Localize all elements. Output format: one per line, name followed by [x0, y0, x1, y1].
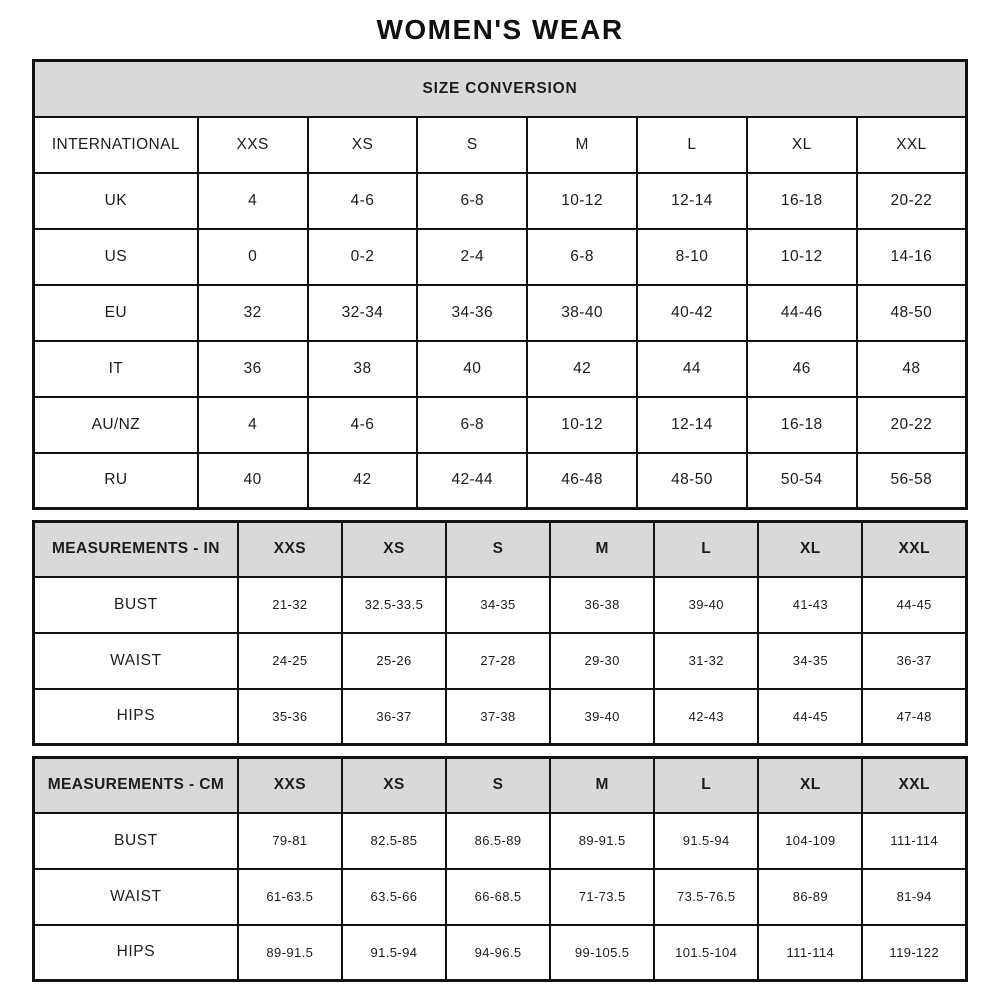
- value-cell: 46-48: [527, 453, 637, 509]
- value-cell: 89-91.5: [550, 813, 654, 869]
- value-cell: 94-96.5: [446, 925, 550, 981]
- value-cell: 6-8: [417, 173, 527, 229]
- row-label: AU/NZ: [34, 397, 198, 453]
- measurements-in-table: [32, 520, 968, 746]
- value-cell: 36-38: [550, 577, 654, 633]
- value-cell: 38-40: [527, 285, 637, 341]
- value-cell: 91.5-94: [342, 925, 446, 981]
- measurements-cm-header-row: [34, 758, 967, 813]
- size-column-header: XL: [758, 758, 862, 813]
- value-cell: 99-105.5: [550, 925, 654, 981]
- value-cell: 27-28: [446, 633, 550, 689]
- value-cell: 16-18: [747, 173, 857, 229]
- value-cell: 12-14: [637, 173, 747, 229]
- value-cell: 38: [308, 341, 418, 397]
- row-label: EU: [34, 285, 198, 341]
- value-cell: 86.5-89: [446, 813, 550, 869]
- value-cell: 61-63.5: [238, 869, 342, 925]
- value-cell: 34-35: [758, 633, 862, 689]
- value-cell: 34-36: [417, 285, 527, 341]
- value-cell: 4: [198, 173, 308, 229]
- table-title: MEASUREMENTS - IN: [34, 522, 238, 577]
- value-cell: 42-43: [654, 689, 758, 745]
- measurements-in-header-row: [34, 522, 967, 577]
- size-column-header: S: [446, 522, 550, 577]
- table-row: [34, 577, 967, 633]
- value-cell: 37-38: [446, 689, 550, 745]
- value-cell: XXS: [198, 117, 308, 173]
- value-cell: 39-40: [654, 577, 758, 633]
- value-cell: 71-73.5: [550, 869, 654, 925]
- value-cell: 32-34: [308, 285, 418, 341]
- value-cell: 42: [527, 341, 637, 397]
- value-cell: 6-8: [417, 397, 527, 453]
- table-row: [34, 285, 967, 341]
- value-cell: 44-45: [862, 577, 966, 633]
- value-cell: 36-37: [862, 633, 966, 689]
- table-row: [34, 689, 967, 745]
- size-column-header: XXS: [238, 522, 342, 577]
- value-cell: 47-48: [862, 689, 966, 745]
- value-cell: 29-30: [550, 633, 654, 689]
- size-column-header: XS: [342, 758, 446, 813]
- value-cell: 25-26: [342, 633, 446, 689]
- value-cell: S: [417, 117, 527, 173]
- size-column-header: S: [446, 758, 550, 813]
- value-cell: 21-32: [238, 577, 342, 633]
- table-row: [34, 173, 967, 229]
- value-cell: 79-81: [238, 813, 342, 869]
- size-column-header: XXS: [238, 758, 342, 813]
- table-row: [34, 925, 967, 981]
- size-column-header: XXL: [862, 758, 966, 813]
- row-label: WAIST: [34, 869, 238, 925]
- size-conversion-table: [32, 59, 968, 510]
- value-cell: 35-36: [238, 689, 342, 745]
- value-cell: 14-16: [857, 229, 967, 285]
- value-cell: 20-22: [857, 397, 967, 453]
- value-cell: XL: [747, 117, 857, 173]
- value-cell: 10-12: [527, 397, 637, 453]
- table-banner-row: [34, 61, 967, 117]
- value-cell: 31-32: [654, 633, 758, 689]
- table-title: MEASUREMENTS - CM: [34, 758, 238, 813]
- value-cell: 8-10: [637, 229, 747, 285]
- value-cell: 119-122: [862, 925, 966, 981]
- value-cell: 24-25: [238, 633, 342, 689]
- value-cell: 42-44: [417, 453, 527, 509]
- size-column-header: L: [654, 522, 758, 577]
- page-title: WOMEN'S WEAR: [376, 14, 624, 45]
- table-row: [34, 633, 967, 689]
- value-cell: 46: [747, 341, 857, 397]
- row-label: UK: [34, 173, 198, 229]
- value-cell: 12-14: [637, 397, 747, 453]
- row-label: US: [34, 229, 198, 285]
- size-column-header: M: [550, 522, 654, 577]
- table-row: [34, 341, 967, 397]
- value-cell: 48: [857, 341, 967, 397]
- value-cell: 104-109: [758, 813, 862, 869]
- table-row: [34, 397, 967, 453]
- table-row: [34, 813, 967, 869]
- table-row: [34, 869, 967, 925]
- table-row: [34, 229, 967, 285]
- value-cell: 111-114: [758, 925, 862, 981]
- table-row: [34, 117, 967, 173]
- measurements-cm-table: [32, 756, 968, 982]
- value-cell: 2-4: [417, 229, 527, 285]
- value-cell: 39-40: [550, 689, 654, 745]
- value-cell: 44: [637, 341, 747, 397]
- size-conversion-title: SIZE CONVERSION: [34, 61, 967, 117]
- value-cell: 44-46: [747, 285, 857, 341]
- size-column-header: M: [550, 758, 654, 813]
- value-cell: 91.5-94: [654, 813, 758, 869]
- size-column-header: XS: [342, 522, 446, 577]
- value-cell: L: [637, 117, 747, 173]
- value-cell: 36-37: [342, 689, 446, 745]
- value-cell: 42: [308, 453, 418, 509]
- value-cell: 4-6: [308, 397, 418, 453]
- value-cell: 20-22: [857, 173, 967, 229]
- value-cell: 86-89: [758, 869, 862, 925]
- value-cell: 40: [198, 453, 308, 509]
- value-cell: 48-50: [857, 285, 967, 341]
- value-cell: 48-50: [637, 453, 747, 509]
- value-cell: 73.5-76.5: [654, 869, 758, 925]
- row-label: IT: [34, 341, 198, 397]
- value-cell: 81-94: [862, 869, 966, 925]
- value-cell: XXL: [857, 117, 967, 173]
- value-cell: 44-45: [758, 689, 862, 745]
- value-cell: 89-91.5: [238, 925, 342, 981]
- value-cell: 10-12: [747, 229, 857, 285]
- row-label: INTERNATIONAL: [34, 117, 198, 173]
- row-label: HIPS: [34, 925, 238, 981]
- value-cell: 6-8: [527, 229, 637, 285]
- value-cell: 101.5-104: [654, 925, 758, 981]
- value-cell: 34-35: [446, 577, 550, 633]
- value-cell: 36: [198, 341, 308, 397]
- value-cell: 32.5-33.5: [342, 577, 446, 633]
- value-cell: 4: [198, 397, 308, 453]
- value-cell: 41-43: [758, 577, 862, 633]
- value-cell: 0-2: [308, 229, 418, 285]
- value-cell: 40-42: [637, 285, 747, 341]
- value-cell: M: [527, 117, 637, 173]
- value-cell: 82.5-85: [342, 813, 446, 869]
- row-label: RU: [34, 453, 198, 509]
- value-cell: 40: [417, 341, 527, 397]
- value-cell: 63.5-66: [342, 869, 446, 925]
- value-cell: 66-68.5: [446, 869, 550, 925]
- value-cell: XS: [308, 117, 418, 173]
- size-column-header: XL: [758, 522, 862, 577]
- row-label: BUST: [34, 577, 238, 633]
- size-column-header: XXL: [862, 522, 966, 577]
- value-cell: 4-6: [308, 173, 418, 229]
- table-row: [34, 453, 967, 509]
- value-cell: 111-114: [862, 813, 966, 869]
- row-label: WAIST: [34, 633, 238, 689]
- value-cell: 50-54: [747, 453, 857, 509]
- row-label: HIPS: [34, 689, 238, 745]
- row-label: BUST: [34, 813, 238, 869]
- value-cell: 56-58: [857, 453, 967, 509]
- value-cell: 0: [198, 229, 308, 285]
- value-cell: 16-18: [747, 397, 857, 453]
- value-cell: 10-12: [527, 173, 637, 229]
- size-column-header: L: [654, 758, 758, 813]
- value-cell: 32: [198, 285, 308, 341]
